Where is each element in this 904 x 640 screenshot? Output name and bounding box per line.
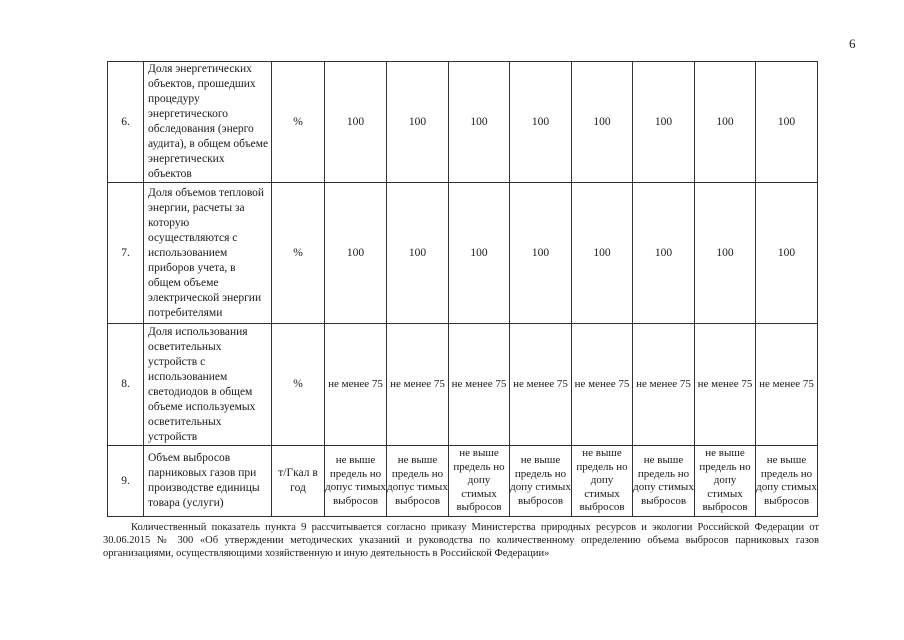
table-row <box>108 62 818 183</box>
value-cell: не менее 75 <box>756 324 818 446</box>
value-cell: не менее 75 <box>449 324 510 446</box>
value-cell: 100 <box>325 62 387 183</box>
indicator-name: Доля энергетических объектов, прошедших процедуру энергетического обследования (энерго аудита), в общем объеме энергетических объектов <box>144 62 272 183</box>
value-cell: не менее 75 <box>387 324 449 446</box>
value-cell: 100 <box>510 183 572 324</box>
page-number: 6 <box>849 36 856 51</box>
indicators-table <box>107 61 818 517</box>
value-cell: 100 <box>449 183 510 324</box>
unit-cell: % <box>272 62 325 183</box>
value-cell: не менее 75 <box>572 324 633 446</box>
table-row <box>108 446 818 517</box>
indicator-name: Доля объемов тепловой энергии, расчеты за которую осуществляются с использованием приборов учета, в общем объеме электрической энергии потребителями <box>144 183 272 324</box>
value-cell: не выше предель но допу стимых выбросов <box>449 446 510 517</box>
value-cell: не выше предель но допу стимых выбросов <box>695 446 756 517</box>
unit-cell: т/Гкал в год <box>272 446 325 517</box>
value-cell: 100 <box>633 183 695 324</box>
row-number: 9. <box>108 446 144 517</box>
indicator-name: Доля использования осветительных устройств с использованием светодиодов в общем объеме используемых осветительных устройств <box>144 324 272 446</box>
value-cell: 100 <box>387 183 449 324</box>
value-cell: 100 <box>633 62 695 183</box>
value-cell: не менее 75 <box>695 324 756 446</box>
value-cell: не менее 75 <box>510 324 572 446</box>
value-cell: 100 <box>572 62 633 183</box>
unit-cell: % <box>272 324 325 446</box>
footnote: Количественный показатель пункта 9 рассчитывается согласно приказу Министерства природных ресурсов и экологии Российской Федерации от 30.06.2015 № 300 «Об утверждении методических указаний и руководства по количественному определению объема выбросов парниковых газов организациями, осуществляющими хозяйственную и иную деятельность в Российской Федерации» <box>103 522 819 559</box>
value-cell: не выше предель но допус тимых выбросов <box>325 446 387 517</box>
value-cell: 100 <box>325 183 387 324</box>
row-number: 8. <box>108 324 144 446</box>
value-cell: не выше предель но допу стимых выбросов <box>510 446 572 517</box>
value-cell: не менее 75 <box>633 324 695 446</box>
value-cell: 100 <box>756 62 818 183</box>
value-cell: 100 <box>449 62 510 183</box>
value-cell: не менее 75 <box>325 324 387 446</box>
row-number: 6. <box>108 62 144 183</box>
value-cell: 100 <box>510 62 572 183</box>
value-cell: 100 <box>695 62 756 183</box>
value-cell: не выше предель но допу стимых выбросов <box>756 446 818 517</box>
table-row <box>108 324 818 446</box>
unit-cell: % <box>272 183 325 324</box>
value-cell: 100 <box>695 183 756 324</box>
value-cell: не выше предель но допу стимых выбросов <box>633 446 695 517</box>
row-number: 7. <box>108 183 144 324</box>
value-cell: 100 <box>572 183 633 324</box>
indicator-name: Объем выбросов парниковых газов при производстве единицы товара (услуги) <box>144 446 272 517</box>
value-cell: не выше предель но допу стимых выбросов <box>572 446 633 517</box>
table-row <box>108 183 818 324</box>
value-cell: не выше предель но допус тимых выбросов <box>387 446 449 517</box>
value-cell: 100 <box>387 62 449 183</box>
value-cell: 100 <box>756 183 818 324</box>
